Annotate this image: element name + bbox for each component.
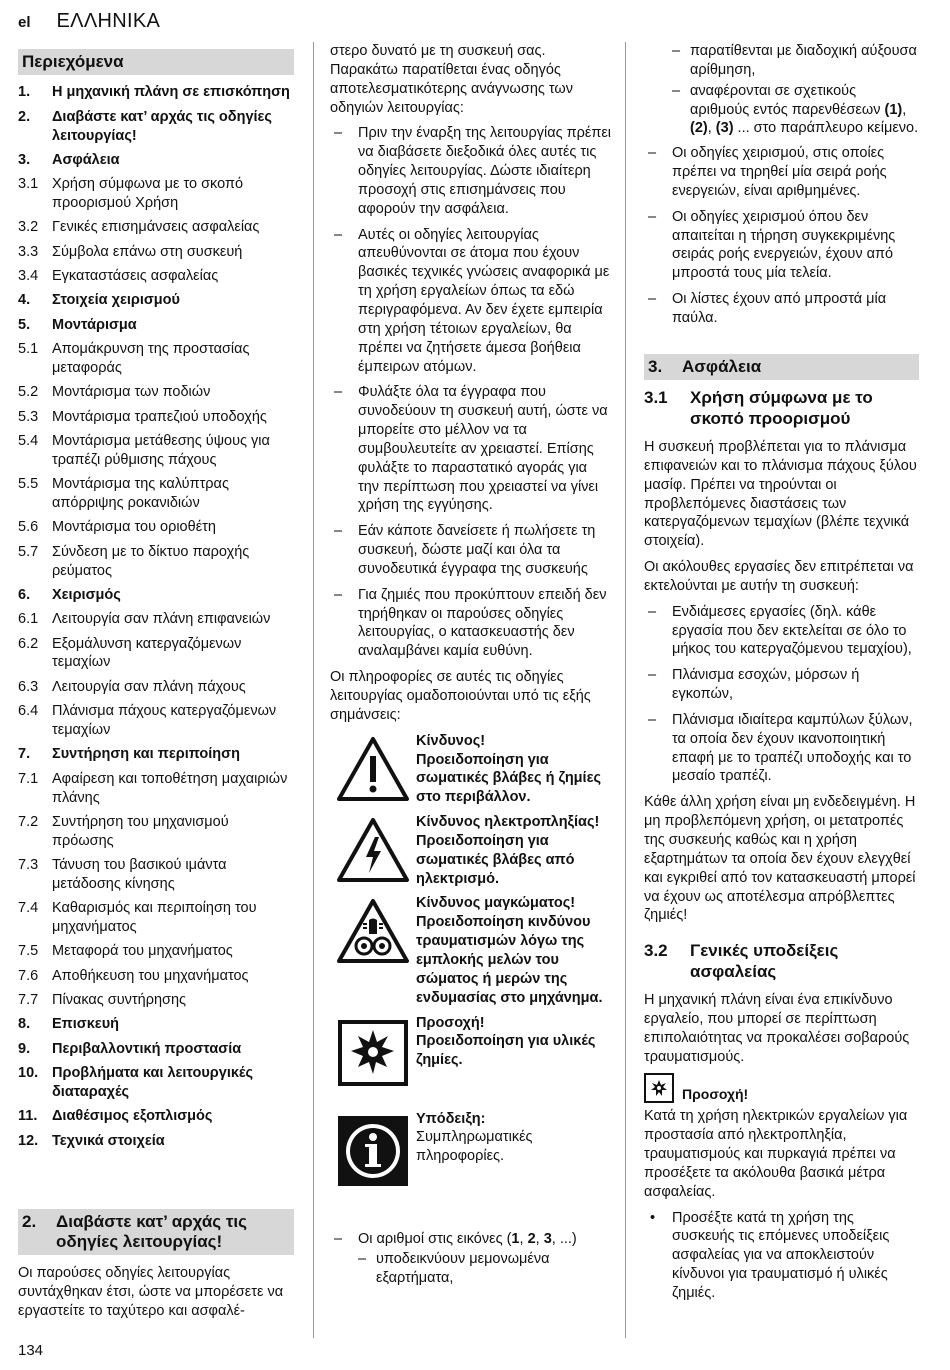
toc-item-number: 9. bbox=[18, 1040, 31, 1057]
warning-block bbox=[330, 894, 612, 1007]
toc-item bbox=[18, 291, 294, 310]
toc-item bbox=[18, 991, 294, 1010]
warning-description: Προειδοποίηση για σωματικές βλάβες ή ζημίες στο περιβάλλον. bbox=[416, 751, 601, 806]
warning-description: Προειδοποίηση για υλικές ζημίες. bbox=[416, 1033, 596, 1069]
toc-item-text: Λειτουργία σαν πλάνη επιφανειών bbox=[52, 611, 271, 628]
toc-item-number: 8. bbox=[18, 1016, 31, 1033]
page-number: 134 bbox=[18, 1341, 44, 1359]
list-item bbox=[330, 1230, 612, 1289]
warning-symbols-list bbox=[330, 732, 612, 1188]
toc-item bbox=[18, 1107, 294, 1126]
toc-item-text: Προβλήματα και λειτουργικές διαταραχές bbox=[52, 1065, 254, 1101]
column-divider bbox=[313, 42, 314, 1338]
toc-item-text: Αποθήκευση του μηχανήματος bbox=[52, 967, 249, 984]
toc-item-text: Μεταφορά του μηχανήματος bbox=[52, 943, 233, 960]
toc-item-text: Διαθέσιμος εξοπλισμός bbox=[52, 1108, 213, 1125]
toc-item-number: 5.2 bbox=[18, 384, 39, 401]
figure-number: 1 bbox=[511, 1230, 520, 1247]
toc-item-number: 5.5 bbox=[18, 476, 39, 493]
warning-description: Προειδοποίηση για σωματικές βλάβες από ηλεκτρισμό. bbox=[416, 832, 575, 887]
toc-item bbox=[18, 175, 294, 213]
toc-item-text: Περιβαλλοντική προστασία bbox=[52, 1040, 242, 1057]
toc-item-text: Συντήρηση του μηχανισμού πρόωσης bbox=[52, 813, 229, 849]
toc-item bbox=[18, 518, 294, 537]
figure-number: 2 bbox=[527, 1230, 536, 1247]
toc-item bbox=[18, 1015, 294, 1034]
numbers-note: Οι αριθμοί στις εικόνες (1, 2, 3, ...) bbox=[358, 1230, 577, 1247]
list-item: – Οι οδηγίες χειρισμού όπου δεν απαιτείται η τήρηση συγκεκριμένης σειράς ροής ενεργειών, έχουν από μπροστά τους μία τελεία. bbox=[644, 208, 919, 283]
list-item: – Οι λίστες έχουν από μπροστά μία παύλα. bbox=[644, 290, 919, 328]
figure-number: 3 bbox=[543, 1230, 552, 1247]
warning-title: Υπόδειξη: bbox=[416, 1110, 486, 1127]
numbers-note-list bbox=[330, 1230, 612, 1289]
section-number: 3. bbox=[648, 356, 663, 376]
toc-item-number: 7.1 bbox=[18, 770, 39, 787]
toc-item-number: 3.3 bbox=[18, 243, 39, 260]
safety-bullets bbox=[644, 1209, 919, 1303]
toc-item-number: 4. bbox=[18, 292, 31, 309]
toc-item-text: Συντήρηση και περιποίηση bbox=[52, 746, 240, 763]
list-item: – Εάν κάποτε δανείσετε ή πωλήσετε τη συσκευή, δώστε μαζί και όλα τα συνοδευτικά έγγραφα της συσκευής bbox=[330, 522, 612, 579]
warning-description: Συμπληρωματικές πληροφορίες. bbox=[416, 1129, 533, 1165]
toc-item bbox=[18, 83, 294, 102]
warning-title: Κίνδυνος μαγκώματος! bbox=[416, 895, 576, 912]
toc-item-number: 5.7 bbox=[18, 543, 39, 560]
toc-item-text: Σύμβολα επάνω στη συσκευή bbox=[52, 243, 243, 260]
toc-item-text: Απομάκρυνση της προστασίας μεταφοράς bbox=[52, 341, 250, 377]
toc-item-number: 6.2 bbox=[18, 635, 39, 652]
toc-item-number: 3.2 bbox=[18, 219, 39, 236]
table-of-contents bbox=[18, 83, 294, 1150]
toc-item-text: Πίνακας συντήρησης bbox=[52, 992, 187, 1009]
toc-item bbox=[18, 432, 294, 470]
numbers-sub-list-continued bbox=[672, 42, 919, 138]
reference-number: (2) bbox=[690, 120, 708, 137]
warning-title: Προσοχή! bbox=[416, 1014, 485, 1031]
toc-item bbox=[18, 702, 294, 740]
material-damage-icon bbox=[644, 1073, 674, 1103]
toc-item-number: 5. bbox=[18, 316, 31, 333]
entanglement-hazard-icon bbox=[330, 894, 416, 1007]
toc-item bbox=[18, 967, 294, 986]
toc-item-text: Χειρισμός bbox=[52, 586, 121, 603]
warning-text bbox=[416, 1014, 612, 1088]
warning-block bbox=[330, 1014, 612, 1088]
toc-item-text: Πλάνισμα πάχους κατεργαζόμενων τεμαχίων bbox=[52, 703, 277, 739]
reference-number: (3) bbox=[715, 120, 734, 137]
toc-item-number: 2. bbox=[18, 108, 31, 125]
reference-number: (1) bbox=[884, 101, 903, 118]
toc-item-text: Μοντάρισμα bbox=[52, 316, 137, 333]
section-2-heading bbox=[18, 1209, 294, 1256]
toc-item-number: 7.4 bbox=[18, 900, 39, 917]
toc-item-text: Αφαίρεση και τοποθέτηση μαχαιριών πλάνης bbox=[52, 770, 288, 806]
toc-heading: Περιεχόμενα bbox=[18, 49, 294, 75]
section-title: Διαβάστε κατ’ αρχάς τις οδηγίες λειτουργίας! bbox=[56, 1211, 247, 1251]
toc-item-text: Μοντάρισμα του οριοθέτη bbox=[52, 519, 216, 536]
toc-item bbox=[18, 899, 294, 937]
info-icon bbox=[330, 1110, 416, 1188]
warning-text bbox=[416, 813, 612, 888]
section-2-intro: Οι παρούσες οδηγίες λειτουργίας συντάχθηκαν έτσι, ώστε να μπορέσετε να εργαστείτε το ταχύτερο και ασφαλέ- bbox=[18, 1265, 284, 1320]
toc-item-number: 11. bbox=[18, 1108, 38, 1125]
toc-item-text: Στοιχεία χειρισμού bbox=[52, 292, 180, 309]
list-item: • Προσέξτε κατά τη χρήση της συσκευής τις επόμενες υποδείξεις ασφαλείας για να αποκλειστούν κίνδυνοι για τραυματισμό ή υλικές ζημιές. bbox=[644, 1209, 919, 1303]
toc-item-number: 3. bbox=[18, 151, 31, 168]
toc-item-number: 6.1 bbox=[18, 611, 39, 628]
material-damage-icon bbox=[330, 1014, 416, 1088]
toc-item bbox=[18, 1040, 294, 1059]
warning-text bbox=[416, 1110, 612, 1188]
toc-item-number: 3.1 bbox=[18, 176, 39, 193]
paragraph: Η συσκευή προβλέπεται για το πλάνισμα επιφανειών και το πλάνισμα πάχους ξύλου μασίφ. Πρέπει να τηρούνται οι προβλεπόμενες διαστάσεις των κατεργαζόμενων τεμαχίων (βλέπε τεχνικά στοιχεία). bbox=[644, 438, 917, 550]
section-title: Ασφάλεια bbox=[682, 356, 762, 376]
toc-item bbox=[18, 678, 294, 697]
toc-item bbox=[18, 340, 294, 378]
toc-item bbox=[18, 813, 294, 851]
list-item: – Για ζημιές που προκύπτουν επειδή δεν τηρήθηκαν οι παρούσες οδηγίες λειτουργίας, ο κατασκευαστής δεν αναλαμβάνει καμία ευθύνη. bbox=[330, 586, 612, 661]
toc-item-text: Τάνυση του βασικού ιμάντα μετάδοσης κίνησης bbox=[52, 857, 227, 892]
electric-hazard-icon bbox=[330, 813, 416, 888]
warning-triangle-icon bbox=[330, 732, 416, 807]
toc-item-number: 6.3 bbox=[18, 678, 39, 695]
toc-item-number: 6. bbox=[18, 586, 31, 603]
toc-item-text: Επισκευή bbox=[52, 1016, 119, 1033]
toc-item bbox=[18, 856, 294, 894]
toc-item-number: 5.6 bbox=[18, 519, 39, 536]
warning-description: Προειδοποίηση κινδύνου τραυματισμών λόγω της εμπλοκής μελών του σώματος ή μερών της ενδυμασίας στο μηχάνημα. bbox=[416, 914, 603, 1006]
toc-item bbox=[18, 108, 294, 146]
language-code: el bbox=[18, 14, 31, 31]
toc-item-text: Μοντάρισμα τραπεζιού υποδοχής bbox=[52, 408, 267, 425]
list-item: – Πλάνισμα εσοχών, μόρσων ή εγκοπών, bbox=[644, 666, 919, 704]
paragraph: Κατά τη χρήση ηλεκτρικών εργαλείων για προστασία από ηλεκτροπληξία, τραυματισμούς και πυρκαγιά πρέπει να προσέξετε τα ακόλουθα βασικά μέτρα ασφαλείας. bbox=[644, 1108, 908, 1200]
toc-item bbox=[18, 243, 294, 262]
paragraph: Η μηχανική πλάνη είναι ένα επικίνδυνο εργαλείο, που μπορεί σε περίπτωση επιπολαιότητας να προκαλέσει σοβαρούς τραυματισμούς. bbox=[644, 992, 910, 1065]
list-item: – υποδεικνύουν μεμονωμένα εξαρτήματα, bbox=[358, 1250, 612, 1288]
toc-item-text: Εγκαταστάσεις ασφαλείας bbox=[52, 268, 219, 285]
toc-item-number: 12. bbox=[18, 1132, 39, 1149]
toc-item bbox=[18, 1064, 294, 1102]
toc-item-text: Διαβάστε κατ’ αρχάς τις οδηγίες λειτουργίας! bbox=[52, 108, 272, 144]
reading-guide-list bbox=[330, 124, 612, 661]
toc-item-text: Ασφάλεια bbox=[52, 151, 120, 168]
subsection-number: 3.2 bbox=[644, 941, 668, 961]
section-3-heading bbox=[644, 354, 919, 380]
toc-item-text: Μοντάρισμα μετάθεσης ύψους για τραπέζι ρύθμισης πάχους bbox=[52, 433, 270, 468]
column-right bbox=[644, 42, 919, 1303]
toc-item bbox=[18, 635, 294, 673]
toc-item bbox=[18, 543, 294, 581]
info-intro: Οι πληροφορίες σε αυτές τις οδηγίες λειτουργίας ομαδοποιούνται υπό τις εξής σημάνσεις: bbox=[330, 669, 591, 723]
toc-item bbox=[18, 218, 294, 237]
list-item: – παρατίθενται με διαδοχική αύξουσα αρίθμηση, bbox=[672, 42, 919, 80]
attention-note bbox=[644, 1073, 919, 1103]
toc-item-number: 7.7 bbox=[18, 992, 39, 1009]
warning-title: Κίνδυνος! bbox=[416, 732, 486, 749]
subsection-title: Χρήση σύμφωνα με το σκοπό προορισμού bbox=[690, 388, 873, 428]
attention-label: Προσοχή! bbox=[682, 1086, 749, 1103]
toc-item-number: 7.2 bbox=[18, 813, 39, 830]
list-item: – Οι οδηγίες χειρισμού, στις οποίες πρέπει να τηρηθεί μία σειρά ροής ενεργειών, είναι αριθμημένες. bbox=[644, 144, 919, 201]
toc-item-number: 10. bbox=[18, 1065, 39, 1082]
toc-item-number: 5.4 bbox=[18, 433, 39, 450]
toc-item-text: Η μηχανική πλάνη σε επισκόπηση bbox=[52, 84, 290, 101]
paragraph: Οι ακόλουθες εργασίες δεν επιτρέπεται να εκτελούνται με αυτήν τη συσκευή: bbox=[644, 559, 914, 594]
toc-item-number: 6.4 bbox=[18, 703, 39, 720]
instruction-notes-list bbox=[644, 144, 919, 328]
toc-item-text: Λειτουργία σαν πλάνη πάχους bbox=[52, 678, 246, 695]
toc-item-number: 7.5 bbox=[18, 943, 39, 960]
toc-item bbox=[18, 770, 294, 808]
page-header bbox=[18, 8, 160, 32]
toc-item-number: 5.1 bbox=[18, 341, 39, 358]
toc-item bbox=[18, 383, 294, 402]
toc-item-text: Εξομάλυνση κατεργαζόμενων τεμαχίων bbox=[52, 635, 242, 671]
toc-item bbox=[18, 267, 294, 286]
numbers-sub-list bbox=[358, 1250, 612, 1288]
toc-item-text: Χρήση σύμφωνα με το σκοπό προορισμού Χρήση bbox=[52, 176, 244, 212]
toc-item bbox=[18, 316, 294, 335]
toc-item-number: 3.4 bbox=[18, 268, 39, 285]
list-item: – Πριν την έναρξη της λειτουργίας πρέπει να διαβάσετε διεξοδικά όλες αυτές τις οδηγίες λειτουργίας. Δώστε ιδιαίτερη προσοχή στις επισημάνσεις που αφορούν την ασφάλεια. bbox=[330, 124, 612, 218]
toc-item-text: Μοντάρισμα των ποδιών bbox=[52, 384, 211, 401]
toc-item-text: Μοντάρισμα της καλύπτρας απόρριψης ροκανιδιών bbox=[52, 476, 229, 512]
toc-item bbox=[18, 408, 294, 427]
column-middle bbox=[330, 42, 612, 1295]
toc-item-number: 7. bbox=[18, 746, 31, 763]
list-item: – Ενδιάμεσες εργασίες (δηλ. κάθε εργασία που δεν εκτελείται σε όλο το μήκος του κατεργαζόμενου τεμαχίου), bbox=[644, 603, 919, 660]
warning-text bbox=[416, 894, 612, 1007]
toc-item bbox=[18, 942, 294, 961]
warning-block bbox=[330, 1110, 612, 1188]
toc-item-number: 1. bbox=[18, 84, 31, 101]
toc-item bbox=[18, 610, 294, 629]
language-name: ΕΛΛΗΝΙΚΑ bbox=[56, 10, 161, 32]
toc-item-text: Τεχνικά στοιχεία bbox=[52, 1132, 165, 1149]
toc-item bbox=[18, 586, 294, 605]
prohibited-uses-list bbox=[644, 603, 919, 787]
section-2-intro-continued: στερο δυνατό με τη συσκευή σας. Παρακάτω παρατίθεται ένας οδηγός αποτελεσματικότερης ανάγνωσης των οδηγιών λειτουργίας: bbox=[330, 43, 573, 116]
toc-item-number: 7.6 bbox=[18, 967, 39, 984]
subsection-number: 3.1 bbox=[644, 388, 668, 408]
toc-item bbox=[18, 1132, 294, 1151]
list-item: – Πλάνισμα ιδιαίτερα καμπύλων ξύλων, τα οποία δεν έχουν ικανοποιητική επαφή με το τραπέζι υποδοχής και το μεσαίο τραπέζι. bbox=[644, 711, 919, 786]
toc-item bbox=[18, 151, 294, 170]
warning-text bbox=[416, 732, 612, 807]
warning-block bbox=[330, 732, 612, 807]
toc-item bbox=[18, 745, 294, 764]
column-left bbox=[18, 42, 294, 1328]
toc-item-number: 5.3 bbox=[18, 408, 39, 425]
list-item: – αναφέρονται σε σχετικούς αριθμούς εντός παρενθέσεων (1), (2), (3) ... στο παράπλευρο κείμενο. bbox=[672, 82, 919, 139]
warning-block bbox=[330, 813, 612, 888]
paragraph: Κάθε άλλη χρήση είναι μη ενδεδειγμένη. Η μη προβλεπόμενη χρήση, οι μετατροπές της συσκευής καθώς και η χρήση εξαρτημάτων τα οποία δεν έχουν ελεγχθεί και εγκριθεί από τον κατασκευαστή μπορεί να έχουν ως αποτέλεσμα απρόβλεπτες ζημιές! bbox=[644, 794, 916, 924]
warning-title: Κίνδυνος ηλεκτροπληξίας! bbox=[416, 814, 600, 831]
toc-item-number: 7.3 bbox=[18, 857, 39, 874]
toc-item-text: Καθαρισμός και περιποίηση του μηχανήματος bbox=[52, 900, 257, 936]
subsection-3-1-heading bbox=[644, 388, 919, 429]
toc-item bbox=[18, 475, 294, 513]
subsection-title: Γενικές υποδείξεις ασφαλείας bbox=[690, 941, 839, 981]
toc-item-text: Σύνδεση με το δίκτυο παροχής ρεύματος bbox=[52, 543, 250, 579]
list-item: – Αυτές οι οδηγίες λειτουργίας απευθύνονται σε άτομα που έχουν βασικές τεχνικές γνώσεις αναφορικά με τη χρήση εργαλείων όπως τα εδώ περιγραφόμενα. Αν δεν έχετε εμπειρία στη χρήση τέτοιων εργαλείων, θα πρέπει να ζητήσετε άμεσα βοήθεια έμπειρων ατόμων. bbox=[330, 226, 612, 377]
column-divider bbox=[625, 42, 626, 1338]
subsection-3-2-heading bbox=[644, 941, 919, 982]
list-item: – Φυλάξτε όλα τα έγγραφα που συνοδεύουν τη συσκευή αυτή, ώστε να μπορείτε στο μέλλον να τα συμβουλευτείτε αν χρειαστεί. Επίσης φυλάξτε το παραστατικό αγοράς για την περίπτωση που χρειαστεί να γίνει χρήση της εγγύησης. bbox=[330, 383, 612, 515]
section-number: 2. bbox=[22, 1211, 37, 1231]
toc-item-text: Γενικές επισημάνσεις ασφαλείας bbox=[52, 219, 260, 236]
